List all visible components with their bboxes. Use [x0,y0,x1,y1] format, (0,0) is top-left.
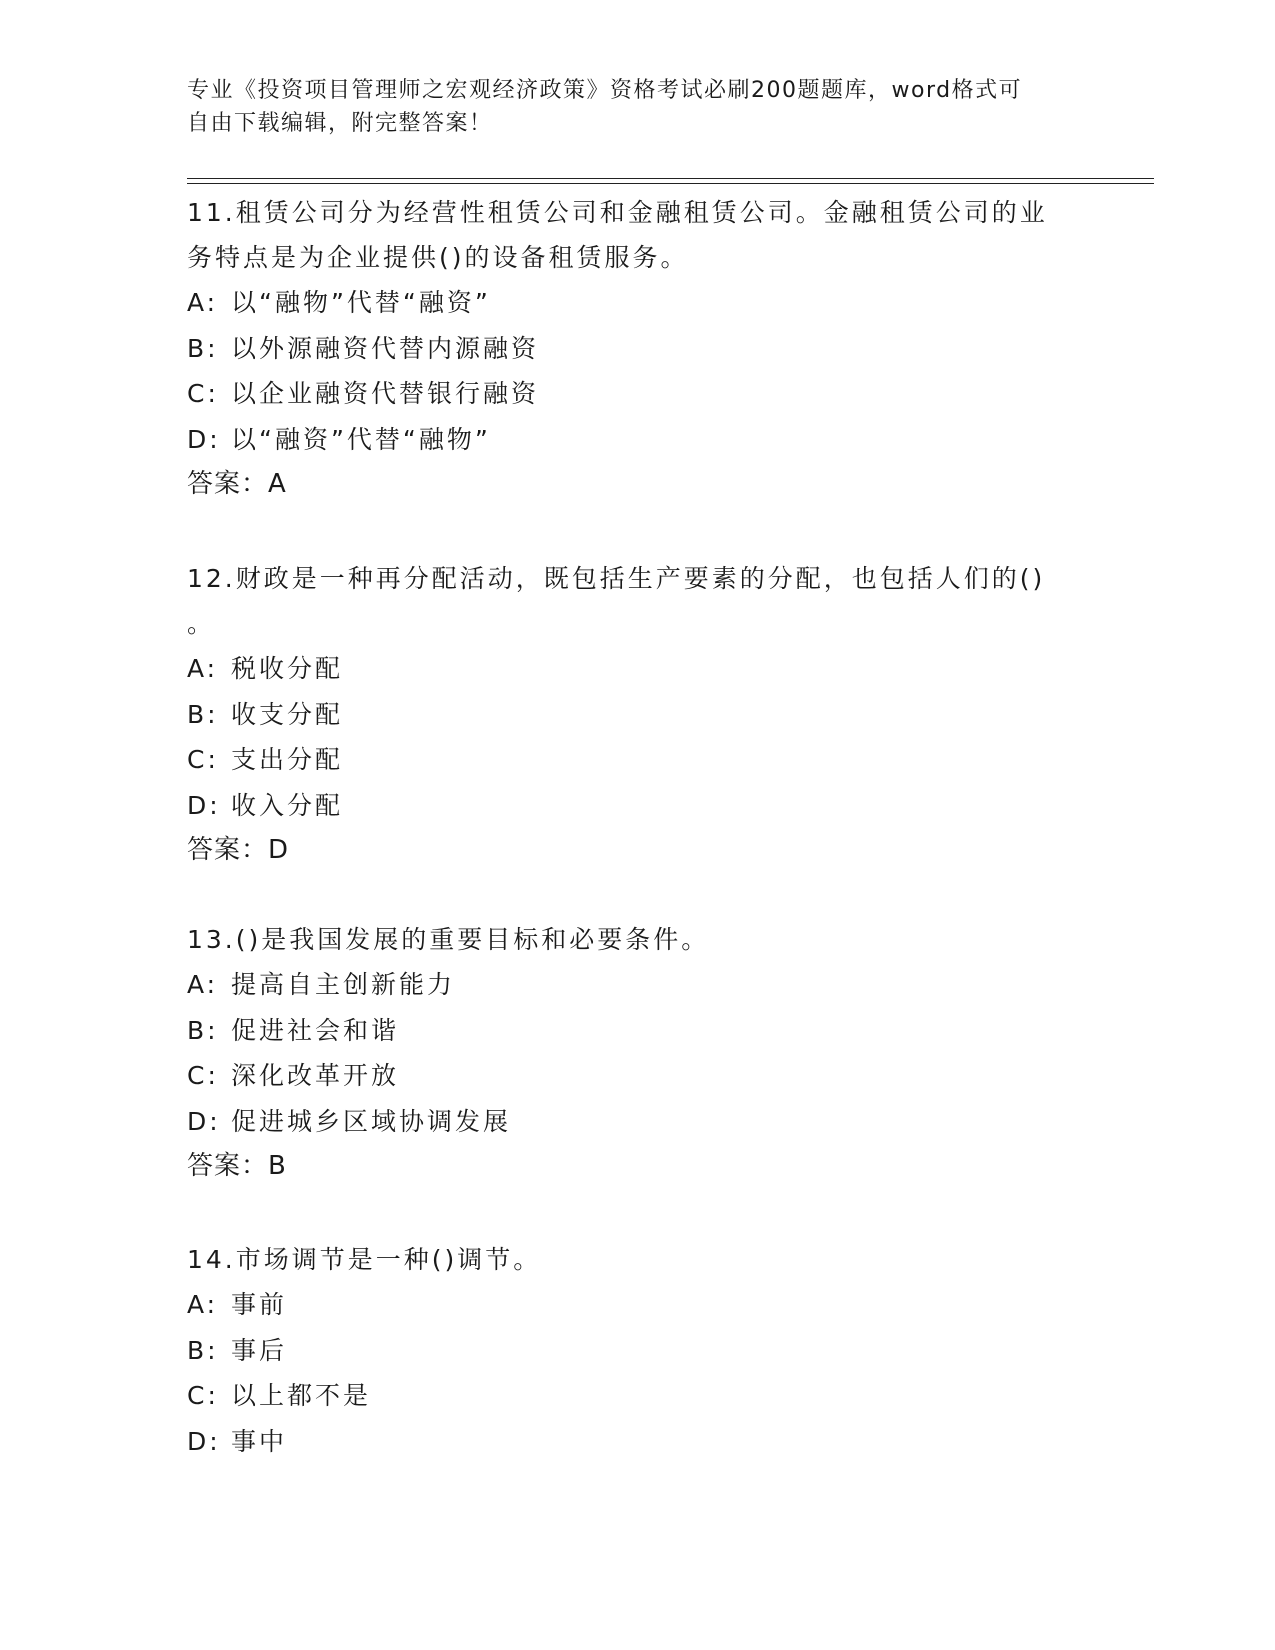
question-stem-line: 13.()是我国发展的重要目标和必要条件。 [187,925,710,954]
option-text: 以上都不是 [231,1381,372,1410]
option-a [187,1282,1087,1328]
option-text: 以“融资”代替“融物” [231,424,491,454]
option-b [187,1008,1087,1054]
option-text: 深化改革开放 [231,1061,400,1090]
question-12 [187,556,1087,873]
question-11 [187,190,1087,507]
header-divider-top [187,178,1154,179]
option-a [187,962,1087,1008]
option-letter: B: [187,699,219,729]
document-header [187,74,1077,140]
option-text: 事前 [231,1290,288,1319]
option-letter: A: [187,288,219,317]
option-text: 事后 [231,1335,288,1365]
question-14 [187,1237,1087,1464]
option-b [187,326,1087,372]
option-d [187,1099,1087,1145]
option-letter: A: [187,970,219,999]
option-text: 以外源融资代替内源融资 [231,333,540,363]
header-divider-bottom [187,183,1154,184]
option-text: 以“融物”代替“融资” [231,288,491,317]
question-13 [187,917,1087,1189]
option-b [187,1328,1087,1374]
option-text: 提高自主创新能力 [231,970,456,999]
option-c [187,371,1087,417]
option-letter: C: [187,745,219,774]
option-d [187,783,1087,829]
answer-line: 答案：D [187,835,290,865]
option-d [187,1419,1087,1465]
option-text: 促进城乡区域协调发展 [231,1106,512,1136]
question-stem-line: 14.市场调节是一种()调节。 [187,1245,542,1274]
option-letter: B: [187,1335,219,1365]
question-stem-line: 12.财政是一种再分配活动，既包括生产要素的分配，也包括人们的() [187,564,1046,593]
question-stem-line: 。 [187,609,216,638]
answer-line: 答案：B [187,1151,287,1181]
option-d [187,417,1087,463]
option-text: 以企业融资代替银行融资 [231,379,540,408]
option-letter: C: [187,1061,219,1090]
option-letter: B: [187,1015,219,1045]
answer-line: 答案：A [187,469,287,499]
option-c [187,1373,1087,1419]
option-letter: D: [187,424,221,454]
option-letter: C: [187,1381,219,1410]
option-text: 支出分配 [231,745,344,774]
option-c [187,1053,1087,1099]
header-line-2: 自由下载编辑，附完整答案！ [187,111,493,136]
option-text: 促进社会和谐 [231,1015,400,1045]
option-text: 收支分配 [231,699,344,729]
option-a [187,280,1087,326]
option-c [187,737,1087,783]
question-stem-line: 11.租赁公司分为经营性租赁公司和金融租赁公司。金融租赁公司的业 [187,198,1048,227]
header-line-1: 专业《投资项目管理师之宏观经济政策》资格考试必刷200题题库，word格式可 [187,78,1023,103]
question-stem-line: 务特点是为企业提供()的设备租赁服务。 [187,243,689,272]
option-letter: B: [187,333,219,363]
option-text: 事中 [231,1426,288,1456]
option-letter: C: [187,379,219,408]
option-b [187,692,1087,738]
option-text: 收入分配 [231,790,344,820]
option-text: 税收分配 [231,654,344,683]
option-a [187,646,1087,692]
option-letter: A: [187,1290,219,1319]
option-letter: D: [187,1426,221,1456]
option-letter: D: [187,1106,221,1136]
option-letter: D: [187,790,221,820]
option-letter: A: [187,654,219,683]
